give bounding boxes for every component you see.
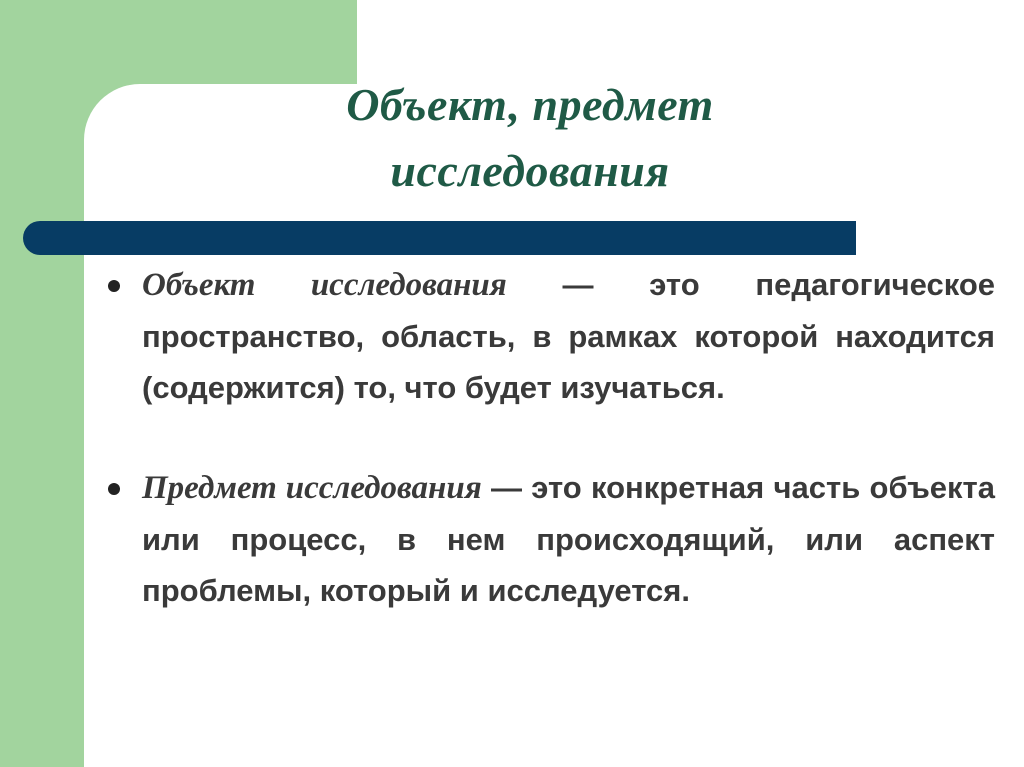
bullet-text: — это педагогическое пространство, область, в рамках которой находится (содержится) то, что будет изучаться. [142,267,995,405]
slide-title-line-2: исследования [390,145,670,196]
slide-title [180,72,880,204]
bullet-term: Объект исследования [142,267,507,303]
bullet-term: Предмет исследования [142,470,482,506]
bullet-subject [142,462,995,616]
title-divider-bar [23,221,856,255]
bullet-dot-icon [108,483,120,495]
bullet-object [142,259,995,413]
bullet-text: — это конкретная часть объекта или процесс, в нем происходящий, или аспект проблемы, который и исследуется. [142,470,995,608]
slide-title-line-1: Объект, предмет [346,79,714,130]
bullet-dot-icon [108,280,120,292]
